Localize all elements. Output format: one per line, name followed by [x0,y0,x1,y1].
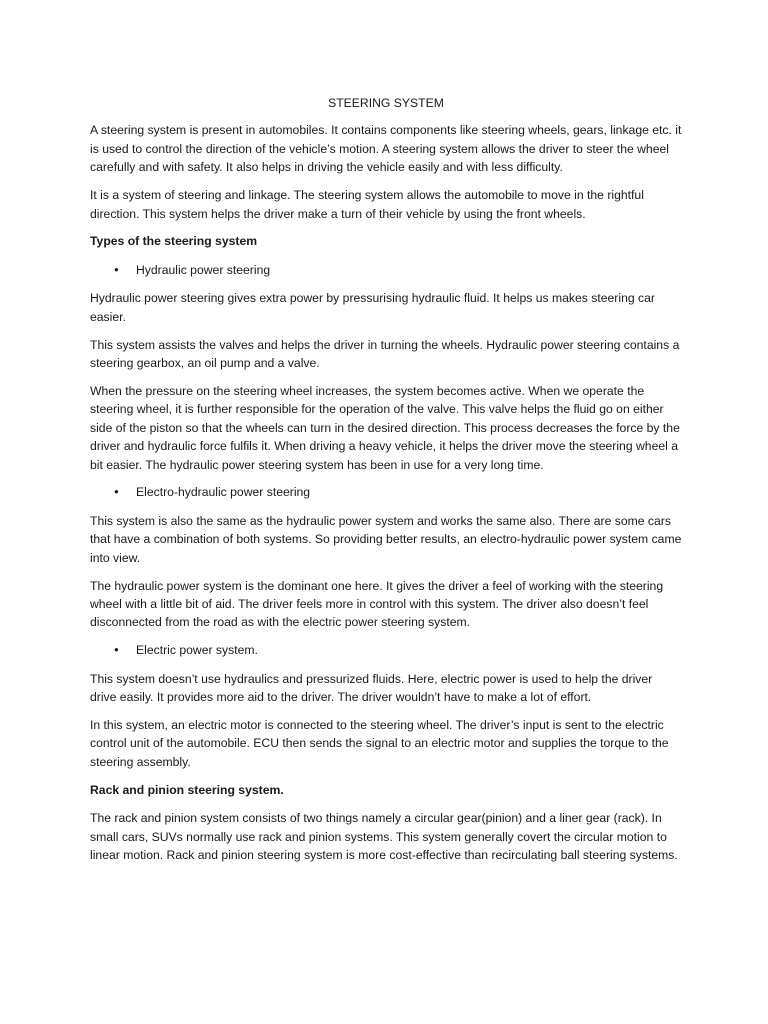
paragraph-electro-2: The hydraulic power system is the dominant one here. It gives the driver a feel of working with the steering wheel with a little bit of aid. The driver feels more in control with this system. The driver also doesn’t feel disconnected from the road as with the electric power steering system. [90,578,664,630]
bullet-electro-hydraulic [90,483,682,501]
document-title: STEERING SYSTEM [328,96,444,110]
paragraph-electric-1: This system doesn’t use hydraulics and pressurized fluids. Here, electric power is used to help the driver drive easily. It provides more aid to the driver. The driver wouldn’t have to make a lot of effort. [90,671,653,705]
paragraph-hydraulic-3: When the pressure on the steering wheel increases, the system becomes active. When we operate the steering wheel, it is further responsible for the operation of the valve. This valve helps the fluid go on either side of the piston so that the wheels can turn in the desired direction. This process decreases the force by the driver and hydraulic force fulfils it. When driving a heavy vehicle, it helps the driver move the steering wheel a bit easier. The hydraulic power steering system has been in use for a very long time. [90,383,680,472]
bullet-hydraulic [90,261,682,279]
bullet-label: Electric power system. [136,643,258,658]
bullet-dot-icon: ● [114,487,119,497]
paragraph-electric-2: In this system, an electric motor is connected to the steering wheel. The driver’s input is sent to the electric control unit of the automobile. ECU then sends the signal to an electric motor and supplies the torque to the steering assembly. [90,717,669,769]
document-page [90,94,682,874]
paragraph-intro: A steering system is present in automobiles. It contains components like steering wheels, gears, linkage etc. it is used to control the direction of the vehicle’s motion. A steering system allows the driver to steer the wheel carefully and with safety. It also helps in driving the vehicle easily and with less difficulty. [90,123,682,175]
paragraph-rack-pinion: The rack and pinion system consists of two things namely a circular gear(pinion) and a liner gear (rack). In small cars, SUVs normally use rack and pinion systems. This system generally covert the circular motion to linear motion. Rack and pinion steering system is more cost-effective than recirculating ball steering systems. [90,811,678,862]
heading-types: Types of the steering system [90,234,258,249]
heading-rack-pinion: Rack and pinion steering system. [90,782,284,797]
bullet-label: Electro-hydraulic power steering [136,485,311,500]
bullet-electric [90,641,682,659]
paragraph-hydraulic-1: Hydraulic power steering gives extra power by pressurising hydraulic fluid. It helps us makes steering car easier. [90,291,655,324]
paragraph-hydraulic-2: This system assists the valves and helps the driver in turning the wheels. Hydraulic power steering contains a steering gearbox, an oil pump and a valve. [90,337,680,370]
paragraph-linkage: It is a system of steering and linkage. The steering system allows the automobile to move in the rightful direction. This system helps the driver make a turn of their vehicle by using the front wheels. [90,188,644,221]
bullet-dot-icon: ● [114,645,119,655]
bullet-dot-icon: ● [114,264,119,274]
paragraph-electro-1: This system is also the same as the hydraulic power system and works the same also. There are some cars that have a combination of both systems. So providing better results, an electro-hydraulic power system came into view. [90,513,682,565]
bullet-label: Hydraulic power steering [136,262,271,277]
